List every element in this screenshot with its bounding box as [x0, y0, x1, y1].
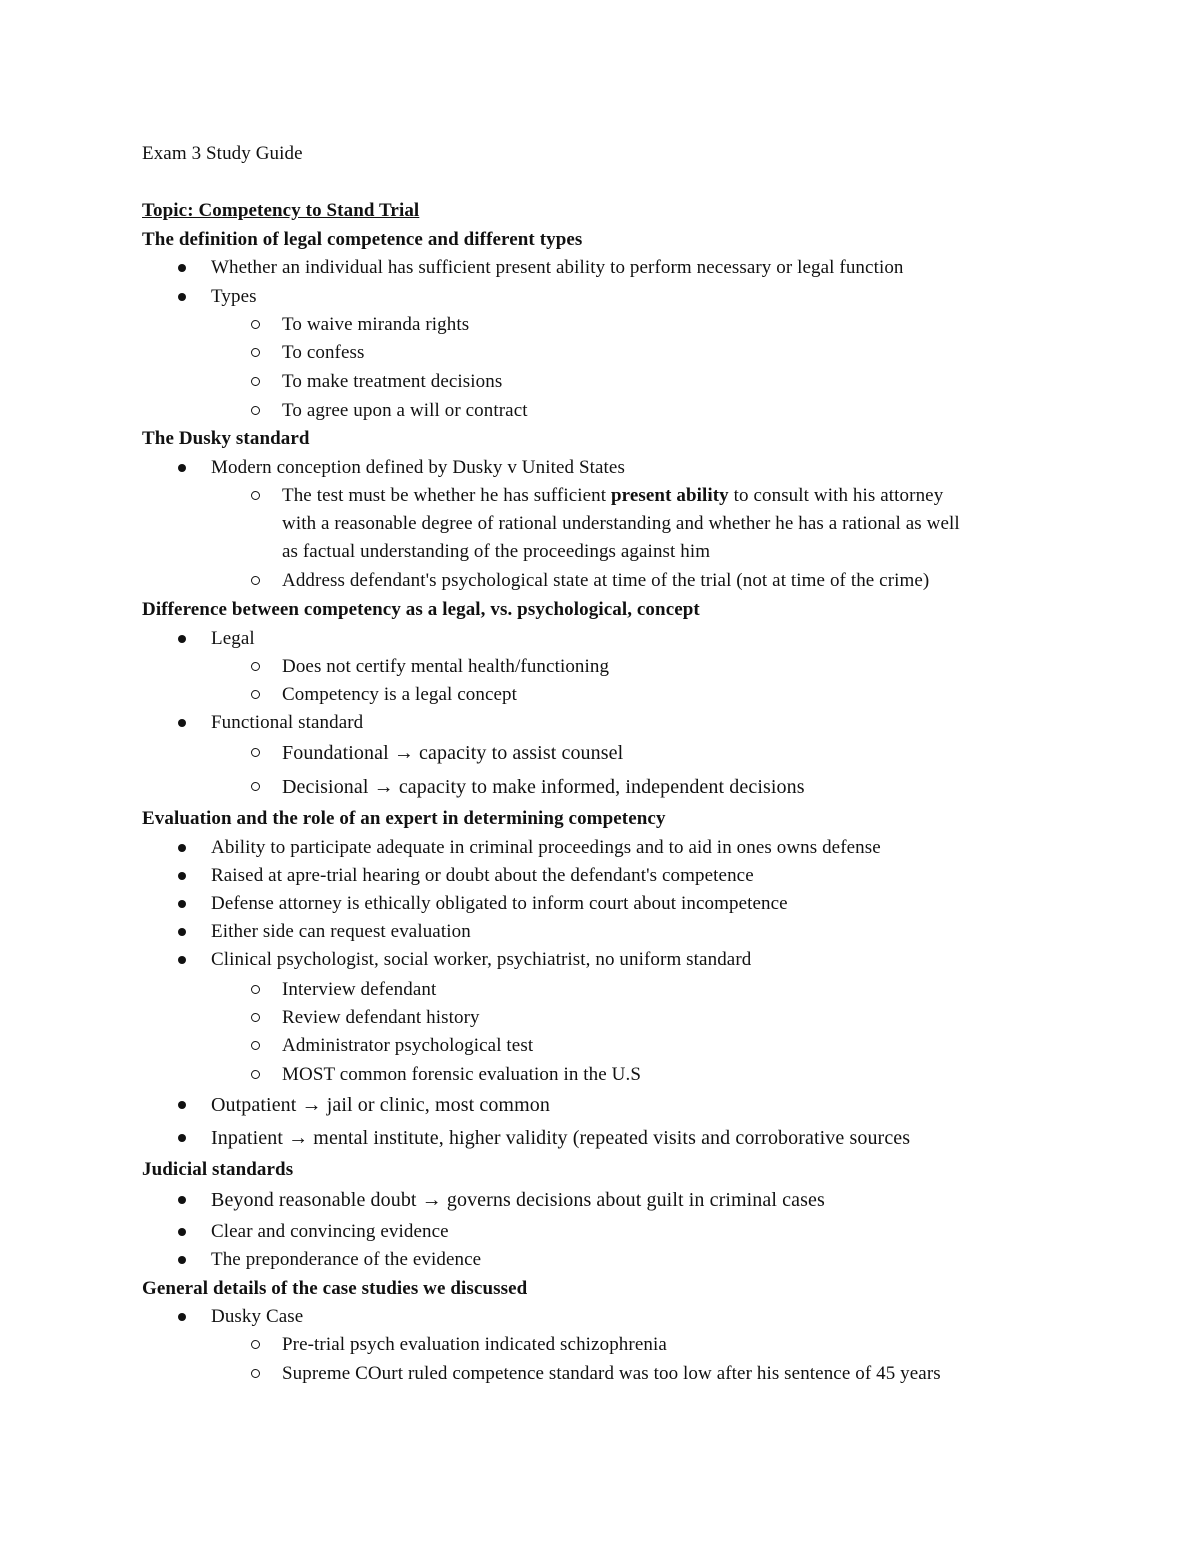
- sub-bullet-icon: [248, 1006, 262, 1030]
- sub-list-item-continuation: as factual understanding of the proceedings against him: [282, 541, 711, 562]
- list-item: Raised at apre-trial hearing or doubt about the defendant's competence: [211, 865, 754, 886]
- sub-bullet-icon: [248, 655, 262, 679]
- document-title: Exam 3 Study Guide: [142, 143, 303, 164]
- sub-list-item: Pre-trial psych evaluation indicated schizophrenia: [282, 1334, 667, 1355]
- sub-list-item: To make treatment decisions: [282, 371, 503, 392]
- sub-list-item: Supreme COurt ruled competence standard was too low after his sentence of 45 years: [282, 1363, 941, 1384]
- sub-list-item: To waive miranda rights: [282, 314, 470, 335]
- sub-list-item: Review defendant history: [282, 1007, 480, 1028]
- list-item: Legal: [211, 628, 255, 649]
- section-heading-legal-competence: The definition of legal competence and different types: [142, 229, 583, 250]
- sub-bullet-icon: [248, 1333, 262, 1357]
- text-run: to consult with his attorney: [728, 485, 944, 506]
- emphasis-text: present ability: [610, 485, 729, 506]
- section-heading-legal-vs-psychological: Difference between competency as a legal, vs. psychological, concept: [142, 599, 700, 620]
- sub-bullet-icon: [248, 569, 262, 593]
- sub-list-item: To agree upon a will or contract: [282, 400, 528, 421]
- sub-list-item: Foundational → capacity to assist counsel: [282, 742, 624, 764]
- bullet-icon: [175, 1220, 189, 1244]
- list-item: Functional standard: [211, 712, 364, 733]
- sub-bullet-icon: [248, 978, 262, 1002]
- section-heading-judicial-standards: Judicial standards: [142, 1159, 294, 1180]
- sub-list-item: Does not certify mental health/functioning: [282, 656, 610, 677]
- sub-bullet-icon: [248, 313, 262, 337]
- bullet-icon: [175, 285, 189, 309]
- bullet-icon: [175, 627, 189, 651]
- section-heading-evaluation: Evaluation and the role of an expert in determining competency: [142, 808, 666, 829]
- list-item: Dusky Case: [211, 1306, 304, 1327]
- list-item: The preponderance of the evidence: [211, 1249, 482, 1270]
- bullet-icon: [175, 864, 189, 888]
- list-item: Defense attorney is ethically obligated to inform court about incompetence: [211, 893, 788, 914]
- bullet-icon: [175, 836, 189, 860]
- sub-list-item: Interview defendant: [282, 979, 437, 1000]
- bullet-icon: [175, 892, 189, 916]
- list-item: Clinical psychologist, social worker, psychiatrist, no uniform standard: [211, 949, 752, 970]
- sub-bullet-icon: [248, 1362, 262, 1386]
- sub-bullet-icon: [248, 1034, 262, 1058]
- section-heading-dusky-standard: The Dusky standard: [142, 428, 310, 449]
- sub-list-item-continuation: with a reasonable degree of rational understanding and whether he has a rational as well: [282, 513, 960, 534]
- sub-list-item: Decisional → capacity to make informed, independent decisions: [282, 776, 805, 798]
- sub-list-item: Administrator psychological test: [282, 1035, 534, 1056]
- sub-list-item: [282, 484, 943, 508]
- list-item: Clear and convincing evidence: [211, 1221, 449, 1242]
- sub-list-item: To confess: [282, 342, 365, 363]
- sub-bullet-icon: [248, 775, 262, 799]
- sub-bullet-icon: [248, 341, 262, 365]
- bullet-icon: [175, 256, 189, 280]
- sub-list-item: Address defendant's psychological state at time of the trial (not at time of the crime): [282, 570, 930, 591]
- sub-bullet-icon: [248, 741, 262, 765]
- bullet-icon: [175, 1126, 189, 1150]
- bullet-icon: [175, 711, 189, 735]
- topic-heading: Topic: Competency to Stand Trial: [142, 200, 420, 221]
- sub-list-item: MOST common forensic evaluation in the U.S: [282, 1064, 641, 1085]
- list-item: Types: [211, 286, 257, 307]
- bullet-icon: [175, 920, 189, 944]
- sub-list-item: Competency is a legal concept: [282, 684, 518, 705]
- bullet-icon: [175, 1188, 189, 1212]
- sub-bullet-icon: [248, 1063, 262, 1087]
- bullet-icon: [175, 1248, 189, 1272]
- sub-bullet-icon: [248, 683, 262, 707]
- list-item: Inpatient → mental institute, higher validity (repeated visits and corroborative sources: [211, 1127, 911, 1149]
- sub-bullet-icon: [248, 399, 262, 423]
- text-run: The test must be whether he has sufficient: [282, 485, 611, 506]
- sub-bullet-icon: [248, 484, 262, 508]
- list-item: Outpatient → jail or clinic, most common: [211, 1094, 550, 1116]
- list-item: Either side can request evaluation: [211, 921, 471, 942]
- list-item: Whether an individual has sufficient present ability to perform necessary or legal function: [211, 257, 904, 278]
- list-item: Ability to participate adequate in criminal proceedings and to aid in ones owns defense: [211, 837, 881, 858]
- sub-bullet-icon: [248, 370, 262, 394]
- list-item: Modern conception defined by Dusky v United States: [211, 457, 625, 478]
- bullet-icon: [175, 948, 189, 972]
- bullet-icon: [175, 1305, 189, 1329]
- bullet-icon: [175, 456, 189, 480]
- bullet-icon: [175, 1093, 189, 1117]
- list-item: Beyond reasonable doubt → governs decisions about guilt in criminal cases: [211, 1189, 825, 1211]
- section-heading-case-studies: General details of the case studies we discussed: [142, 1278, 528, 1299]
